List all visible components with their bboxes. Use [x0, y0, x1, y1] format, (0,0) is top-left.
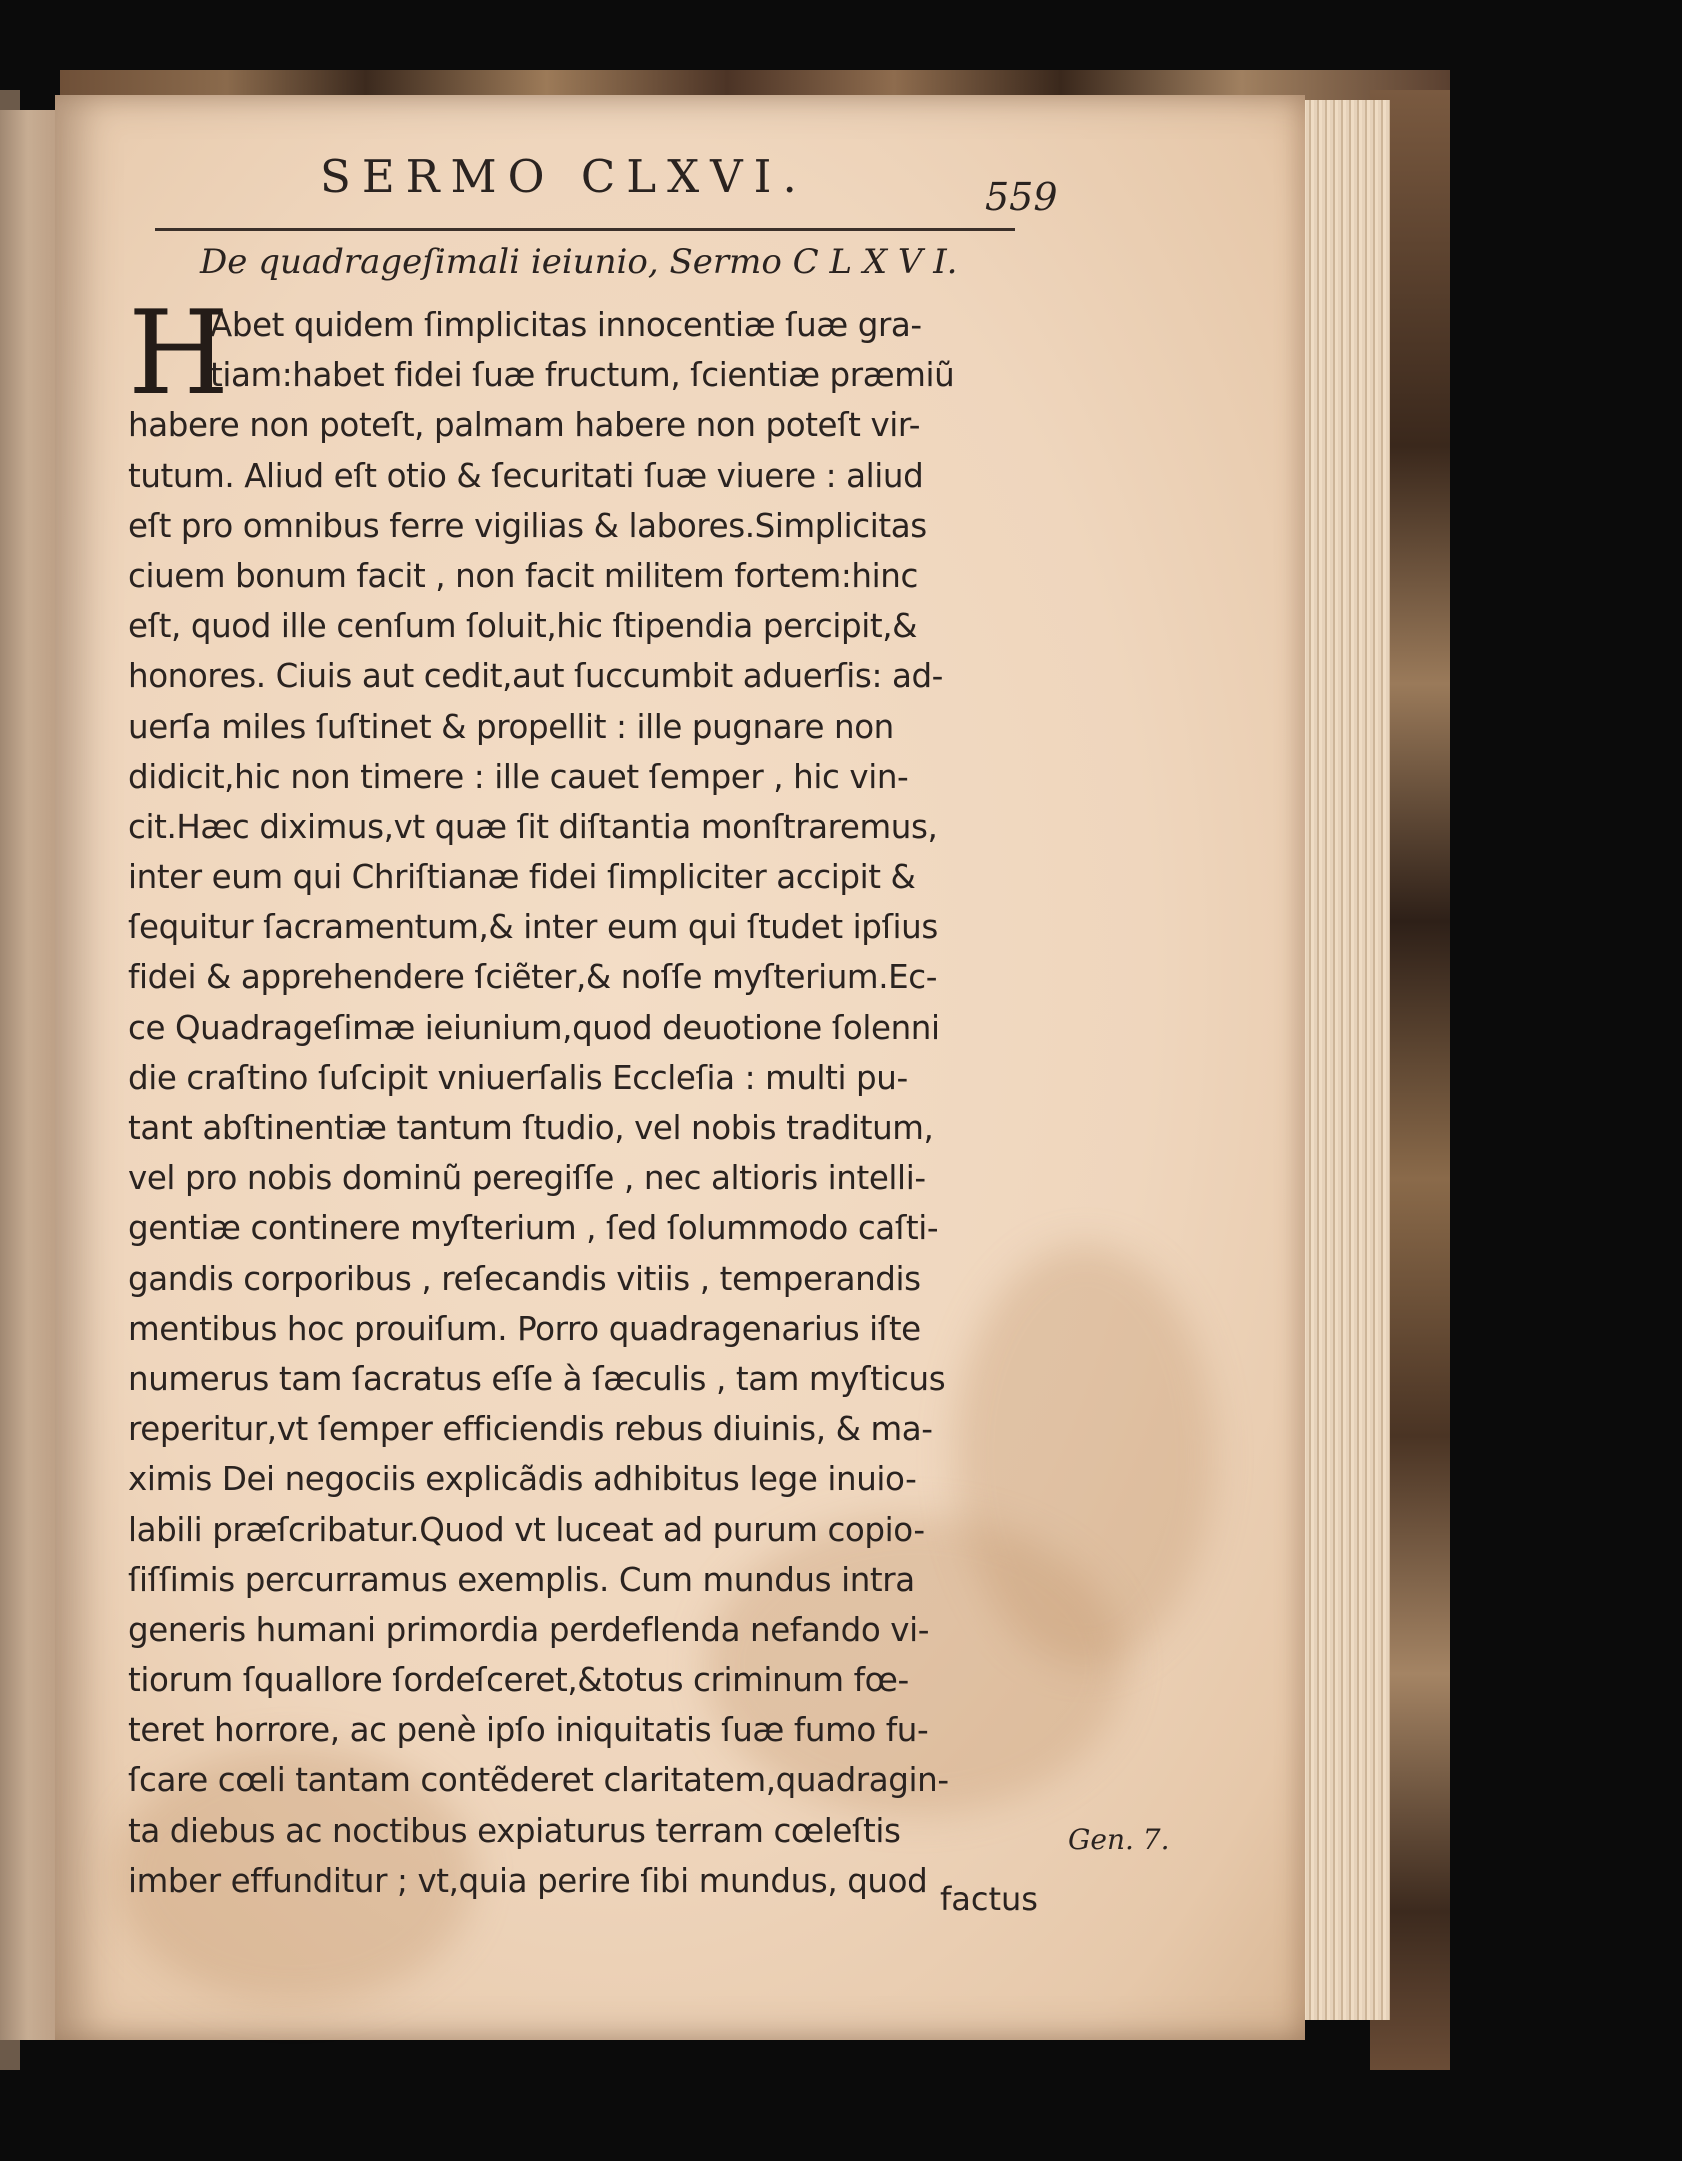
text-line: generis humani primordia perdeflenda nefando vi-	[128, 1610, 930, 1649]
text-line: gandis corporibus , reſecandis vitiis , temperandis	[128, 1259, 921, 1298]
text-line: uerſa miles ſuſtinet & propellit : ille pugnare non	[128, 707, 894, 746]
catchword: factus	[940, 1880, 1038, 1918]
text-line: ce Quadrageſimæ ieiunium,quod deuotione ſolenni	[128, 1008, 940, 1047]
text-line: mentibus hoc prouiſum. Porro quadragenarius iſte	[128, 1309, 921, 1348]
sermon-title: De quadrageſimali ieiunio, Sermo C L X V I.	[200, 242, 958, 282]
text-line: labili præſcribatur.Quod vt luceat ad purum copio-	[128, 1510, 925, 1549]
text-line: imber effunditur ; vt,quia perire ſibi mundus, quod	[128, 1861, 928, 1900]
text-line: numerus tam ſacratus eſſe à ſæculis , tam myſticus	[128, 1359, 946, 1398]
text-line: honores. Ciuis aut cedit,aut ſuccumbit aduerſis: ad-	[128, 657, 944, 696]
text-line: gentiæ continere myſterium , ſed ſolummodo caſti-	[128, 1209, 939, 1248]
text-line: eſt, quod ille cenſum ſoluit,hic ſtipendia percipit,&	[128, 607, 918, 646]
text-line: tant abſtinentiæ tantum ſtudio, vel nobis traditum,	[128, 1109, 934, 1147]
text-line: habere non poteſt, palmam habere non poteſt vir-	[128, 406, 921, 445]
header-rule	[155, 228, 1015, 231]
text-line: tiorum ſquallore ſordeſceret,&totus criminum fœ-	[128, 1661, 909, 1700]
text-line: ſequitur ſacramentum,& inter eum qui ſtudet ipſius	[128, 908, 938, 947]
text-line: ximis Dei negociis explicãdis adhibitus lege inuio-	[128, 1460, 917, 1499]
text-line: ta diebus ac noctibus expiaturus terram cœleſtis	[128, 1811, 901, 1850]
text-line: ſiſſimis percurramus exemplis. Cum mundus intra	[128, 1560, 915, 1599]
running-head: SERMO CLXVI.	[320, 150, 808, 203]
text-line: reperitur,vt ſemper efficiendis rebus diuinis, & ma-	[128, 1410, 933, 1449]
sermon-text	[128, 286, 1048, 1906]
text-line: tiam:habet fidei ſuæ fructum, ſcientiæ præmiũ	[210, 356, 955, 395]
marginal-reference: Gen. 7.	[1068, 1823, 1170, 1856]
text-line: didicit,hic non timere : ille cauet ſemper , hic vin-	[128, 757, 909, 796]
text-line: vel pro nobis dominũ peregiſſe , nec altioris intelli-	[128, 1159, 926, 1198]
text-line: Abet quidem ſimplicitas innocentiæ ſuæ gra-	[210, 306, 922, 344]
text-line: teret horrore, ac penè ipſo iniquitatis ſuæ fumo fu-	[128, 1711, 929, 1750]
text-line: inter eum qui Chriſtianæ fidei ſimpliciter accipit &	[128, 858, 916, 897]
text-line: eſt pro omnibus ferre vigilias & labores.Simplicitas	[128, 506, 927, 545]
text-line: tutum. Aliud eſt otio & ſecuritati ſuæ viuere : aliud	[128, 456, 924, 495]
text-line: ſcare cœli tantam contẽderet claritatem,quadragin-	[128, 1761, 949, 1800]
page-number: 559	[985, 175, 1058, 219]
text-line: ciuem bonum facit , non facit militem fortem:hinc	[128, 556, 918, 595]
text-line: fidei & apprehendere ſciẽter,& noſſe myſterium.Ec-	[128, 958, 938, 997]
text-line: die craſtino ſuſcipit vniuerſalis Eccleſia : multi pu-	[128, 1058, 908, 1097]
text-lines	[128, 286, 1048, 1906]
text-line: cit.Hæc diximus,vt quæ ſit diſtantia monſtraremus,	[128, 807, 938, 846]
page-block-edges	[1290, 100, 1390, 2020]
drop-cap: H	[128, 286, 230, 421]
